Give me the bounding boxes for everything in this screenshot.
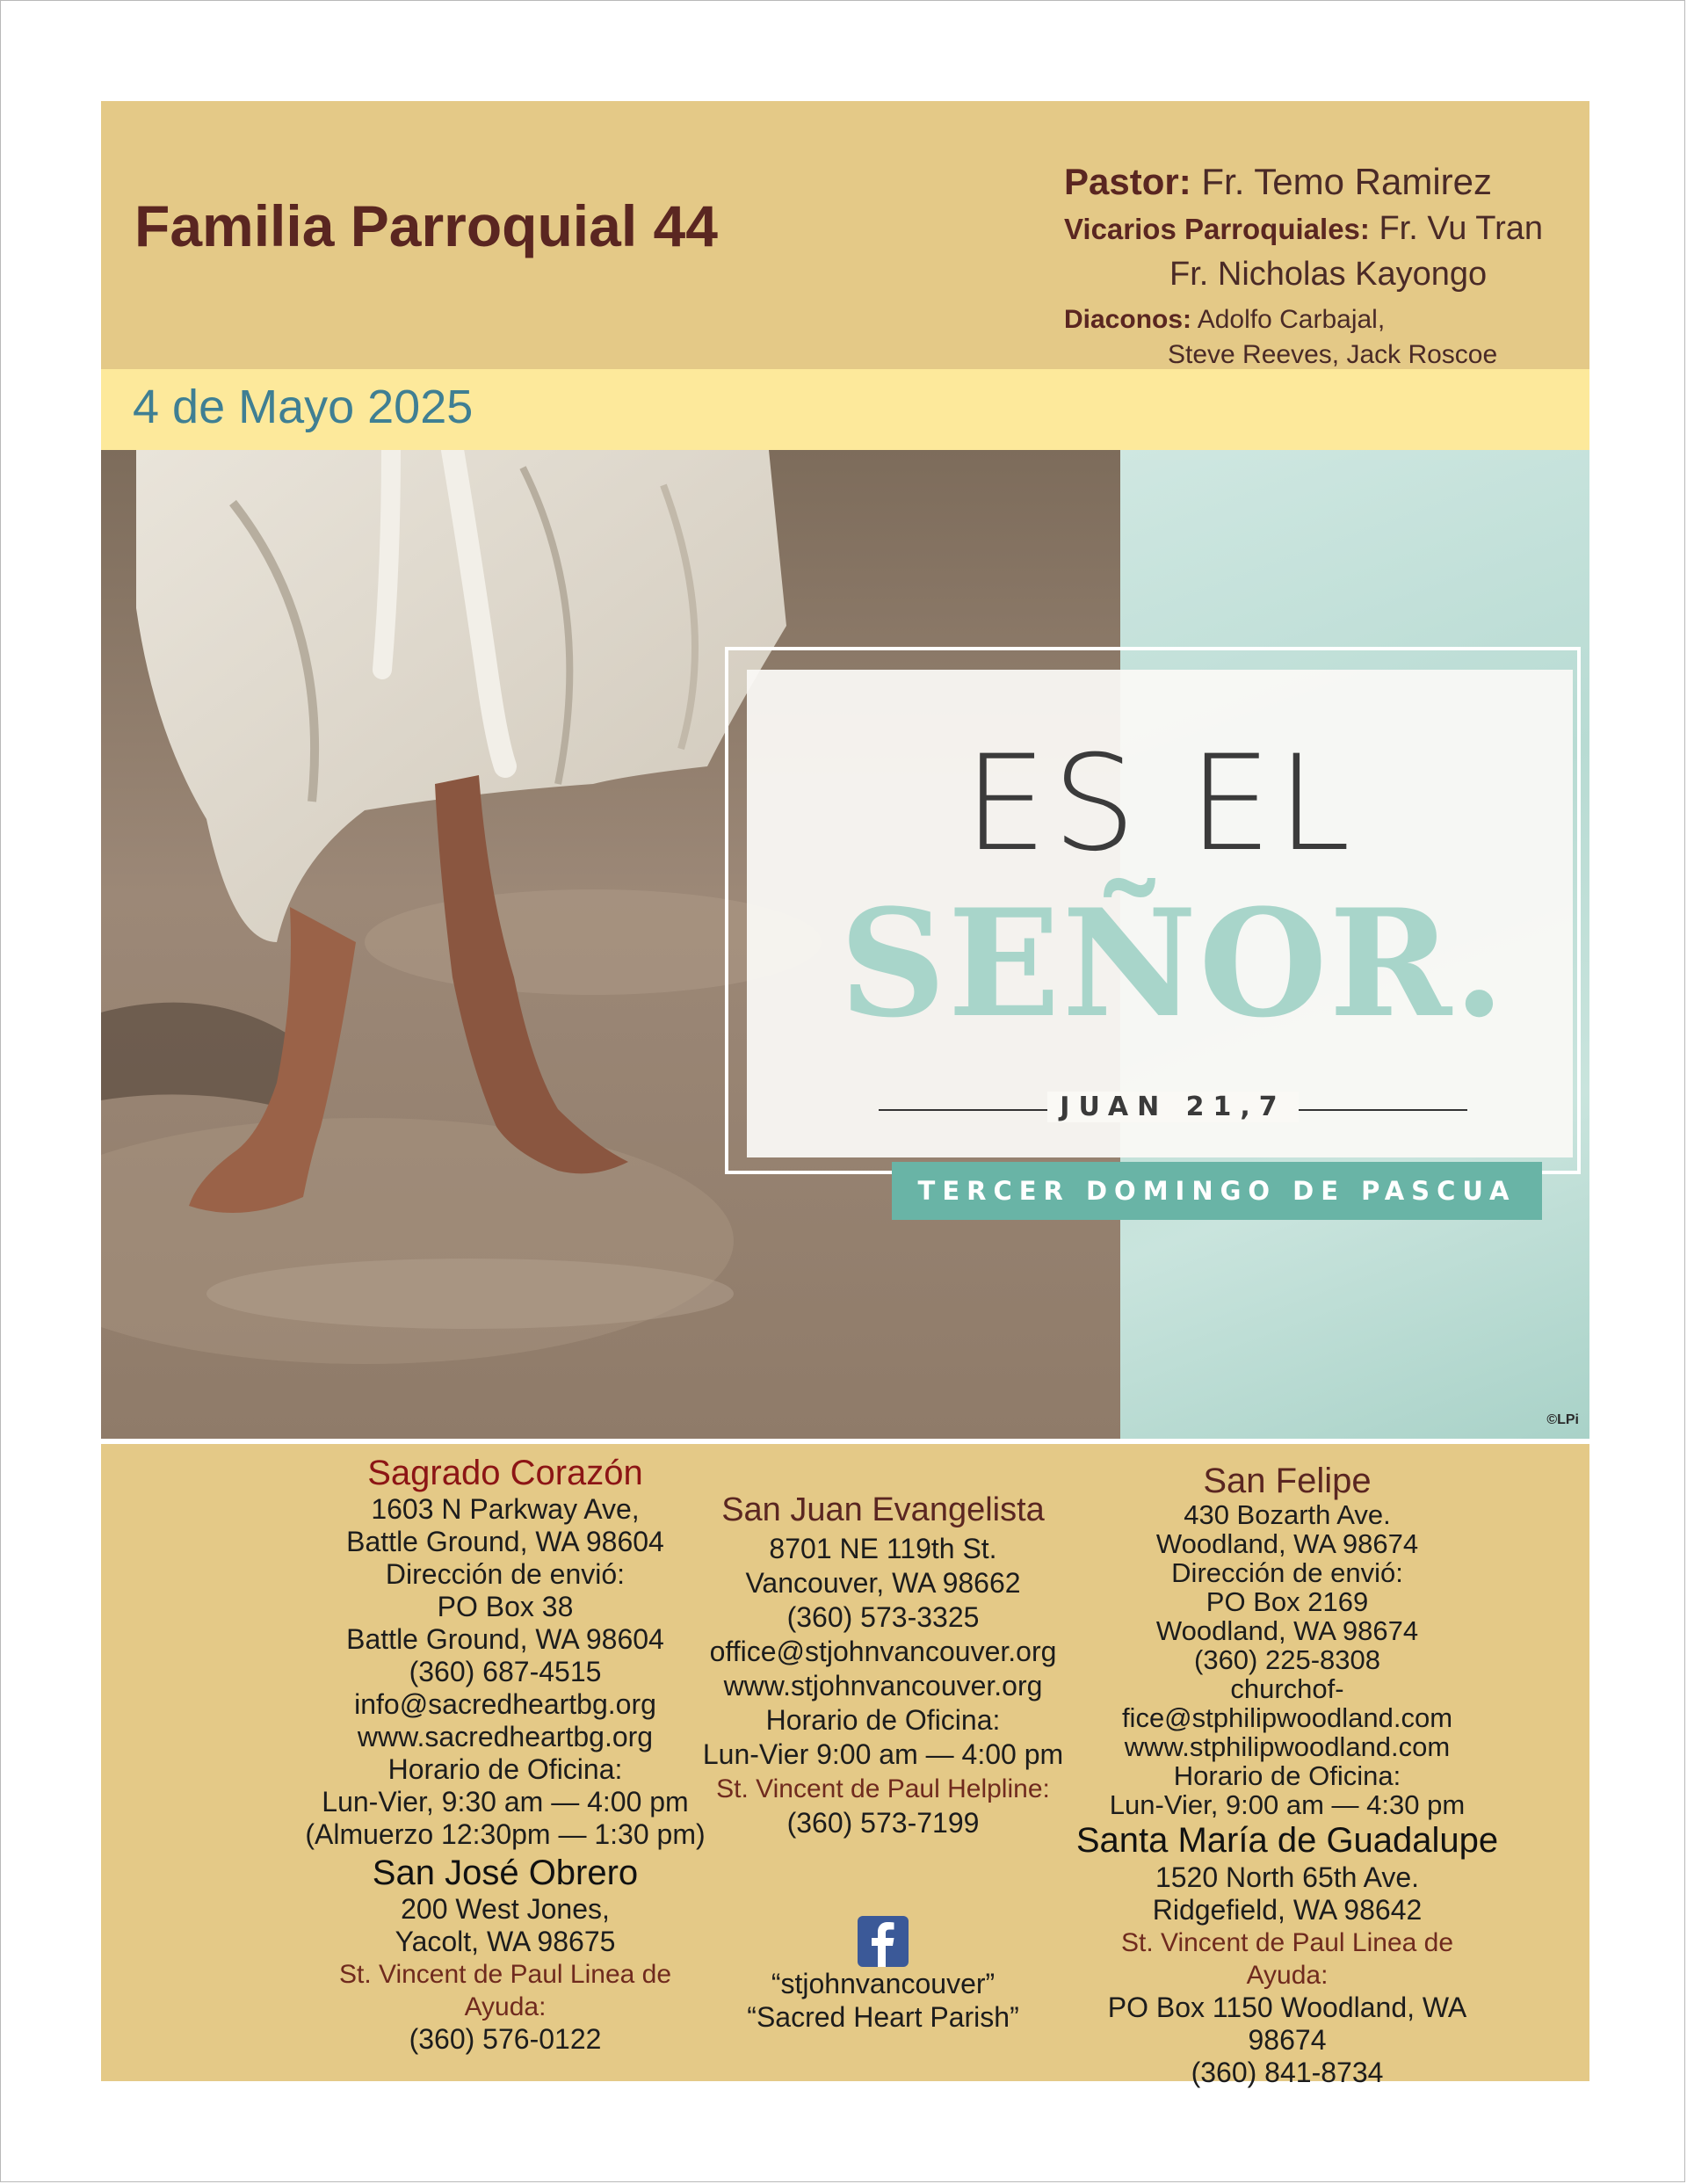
title-card (747, 670, 1573, 1157)
deacons-label: Diaconos: (1064, 305, 1192, 334)
guadalupe-line: 1520 North 65th Ave. (1155, 1861, 1420, 1893)
guadalupe-line: Ridgefield, WA 98642 (1152, 1894, 1423, 1926)
facebook-handle-sacred-heart: “Sacred Heart Parish” (747, 2001, 1019, 2033)
deacons-line (1064, 305, 1385, 335)
sagrado-line: PO Box 38 (437, 1591, 574, 1622)
guadalupe-svdp-label: St. Vincent de Paul Linea de (1120, 1928, 1454, 1957)
sagrado-line: Battle Ground, WA 98604 (346, 1526, 664, 1557)
parish-name-san-jose-obrero: San José Obrero (372, 1854, 639, 1892)
sagrado-phone: (360) 687-4515 (409, 1656, 602, 1687)
vicar-name-1: Fr. Vu Tran (1379, 210, 1544, 247)
san-juan-line: Horario de Oficina: (765, 1704, 1001, 1736)
bulletin-header (101, 101, 1589, 369)
san-felipe-line: Horario de Oficina: (1173, 1760, 1401, 1791)
pastor-label: Pastor: (1064, 161, 1191, 202)
vicars-line (1064, 210, 1543, 248)
bulletin-title: Familia Parroquial 44 (134, 193, 718, 258)
san-felipe-line: Woodland, WA 98674 (1155, 1615, 1419, 1646)
deacons-line-2 (1168, 340, 1497, 370)
pastor-name: Fr. Temo Ramirez (1201, 161, 1493, 202)
scripture-reference (879, 1092, 1467, 1122)
parish-name-san-felipe: San Felipe (1203, 1462, 1372, 1500)
san-felipe-phone: (360) 225-8308 (1194, 1644, 1380, 1675)
san-felipe-line: Dirección de envió: (1171, 1557, 1403, 1588)
san-felipe-line: PO Box 2169 (1206, 1586, 1369, 1617)
facebook-icon[interactable] (858, 1916, 909, 1967)
column-san-felipe (980, 1462, 1595, 2089)
guadalupe-phone: (360) 841-8734 (1191, 2057, 1384, 2088)
san-juan-phone: (360) 573-3325 (786, 1601, 980, 1633)
san-juan-line: Vancouver, WA 98662 (745, 1567, 1021, 1599)
sagrado-lunch-hours: (Almuerzo 12:30pm — 1:30 pm) (305, 1818, 706, 1850)
san-juan-email: office@stjohnvancouver.org (709, 1636, 1057, 1667)
san-jose-line: 200 West Jones, (401, 1893, 610, 1925)
bulletin-date: 4 de Mayo 2025 (133, 381, 474, 433)
san-juan-svdp-label: St. Vincent de Paul Helpline: (716, 1774, 1050, 1803)
sagrado-website: www.sacredheartbg.org (357, 1721, 654, 1752)
guadalupe-svdp-label-2: Ayuda: (1246, 1961, 1329, 1990)
deacons-names-2: Steve Reeves, Jack Roscoe (1168, 340, 1498, 369)
san-juan-hours: Lun-Vier 9:00 am — 4:00 pm (702, 1738, 1064, 1770)
sagrado-line: Horario de Oficina: (387, 1753, 623, 1785)
sagrado-email: info@sacredheartbg.org (354, 1688, 656, 1720)
heading-es-el: ES EL (963, 728, 1356, 881)
vicars-label: Vicarios Parroquiales: (1064, 213, 1370, 245)
san-felipe-line: Woodland, WA 98674 (1155, 1528, 1419, 1559)
parish-info-panel (101, 1444, 1589, 2088)
scripture-reference-row (879, 1092, 1467, 1127)
parish-name-san-juan-evangelista: San Juan Evangelista (721, 1491, 1045, 1528)
san-jose-svdp-label: St. Vincent de Paul Linea de (338, 1960, 672, 1989)
date-bar (101, 369, 1589, 450)
liturgical-sunday-badge: TERCER DOMINGO DE PASCUA (892, 1162, 1542, 1220)
image-credit: ©LPi (1546, 1412, 1579, 1427)
san-jose-svdp-phone: (360) 576-0122 (409, 2023, 602, 2055)
sagrado-line: Dirección de envió: (385, 1558, 626, 1590)
deacons-names-1: Adolfo Carbajal, (1197, 305, 1386, 334)
parish-name-sagrado-corazon: Sagrado Corazón (367, 1454, 643, 1492)
vicar-name-2: Fr. Nicholas Kayongo (1169, 256, 1488, 293)
pastor-line (1064, 161, 1492, 203)
vicar-line-2 (1169, 256, 1487, 294)
sagrado-hours: Lun-Vier, 9:30 am — 4:00 pm (322, 1786, 689, 1818)
san-juan-line: 8701 NE 119th St. (769, 1533, 997, 1564)
scripture-reference-text: JUAN 21,7 (1047, 1092, 1298, 1122)
sagrado-line: 1603 N Parkway Ave, (371, 1493, 640, 1525)
san-felipe-line: 430 Bozarth Ave. (1184, 1499, 1391, 1530)
san-felipe-email-2: fice@stphilipwoodland.com (1121, 1702, 1453, 1733)
heading-senor: SEÑOR. (839, 876, 1507, 1050)
san-felipe-email: churchof- (1230, 1673, 1344, 1704)
sagrado-line: Battle Ground, WA 98604 (346, 1623, 664, 1655)
parish-name-santa-maria-de-guadalupe: Santa María de Guadalupe (1075, 1821, 1499, 1860)
san-jose-line: Yacolt, WA 98675 (395, 1926, 616, 1957)
facebook-handle-stjohn: “stjohnvancouver” (771, 1968, 996, 1999)
cover-image (101, 450, 1589, 1439)
san-juan-svdp-phone: (360) 573-7199 (786, 1807, 980, 1839)
guadalupe-po-box: PO Box 1150 Woodland, WA (1107, 1992, 1467, 2023)
san-felipe-hours: Lun-Vier, 9:00 am — 4:30 pm (1109, 1789, 1466, 1820)
san-felipe-website: www.stphilipwoodland.com (1124, 1731, 1451, 1762)
guadalupe-po-zip: 98674 (1248, 2024, 1327, 2056)
san-jose-svdp-label-2: Ayuda: (464, 1992, 547, 2021)
san-juan-website: www.stjohnvancouver.org (723, 1670, 1043, 1701)
